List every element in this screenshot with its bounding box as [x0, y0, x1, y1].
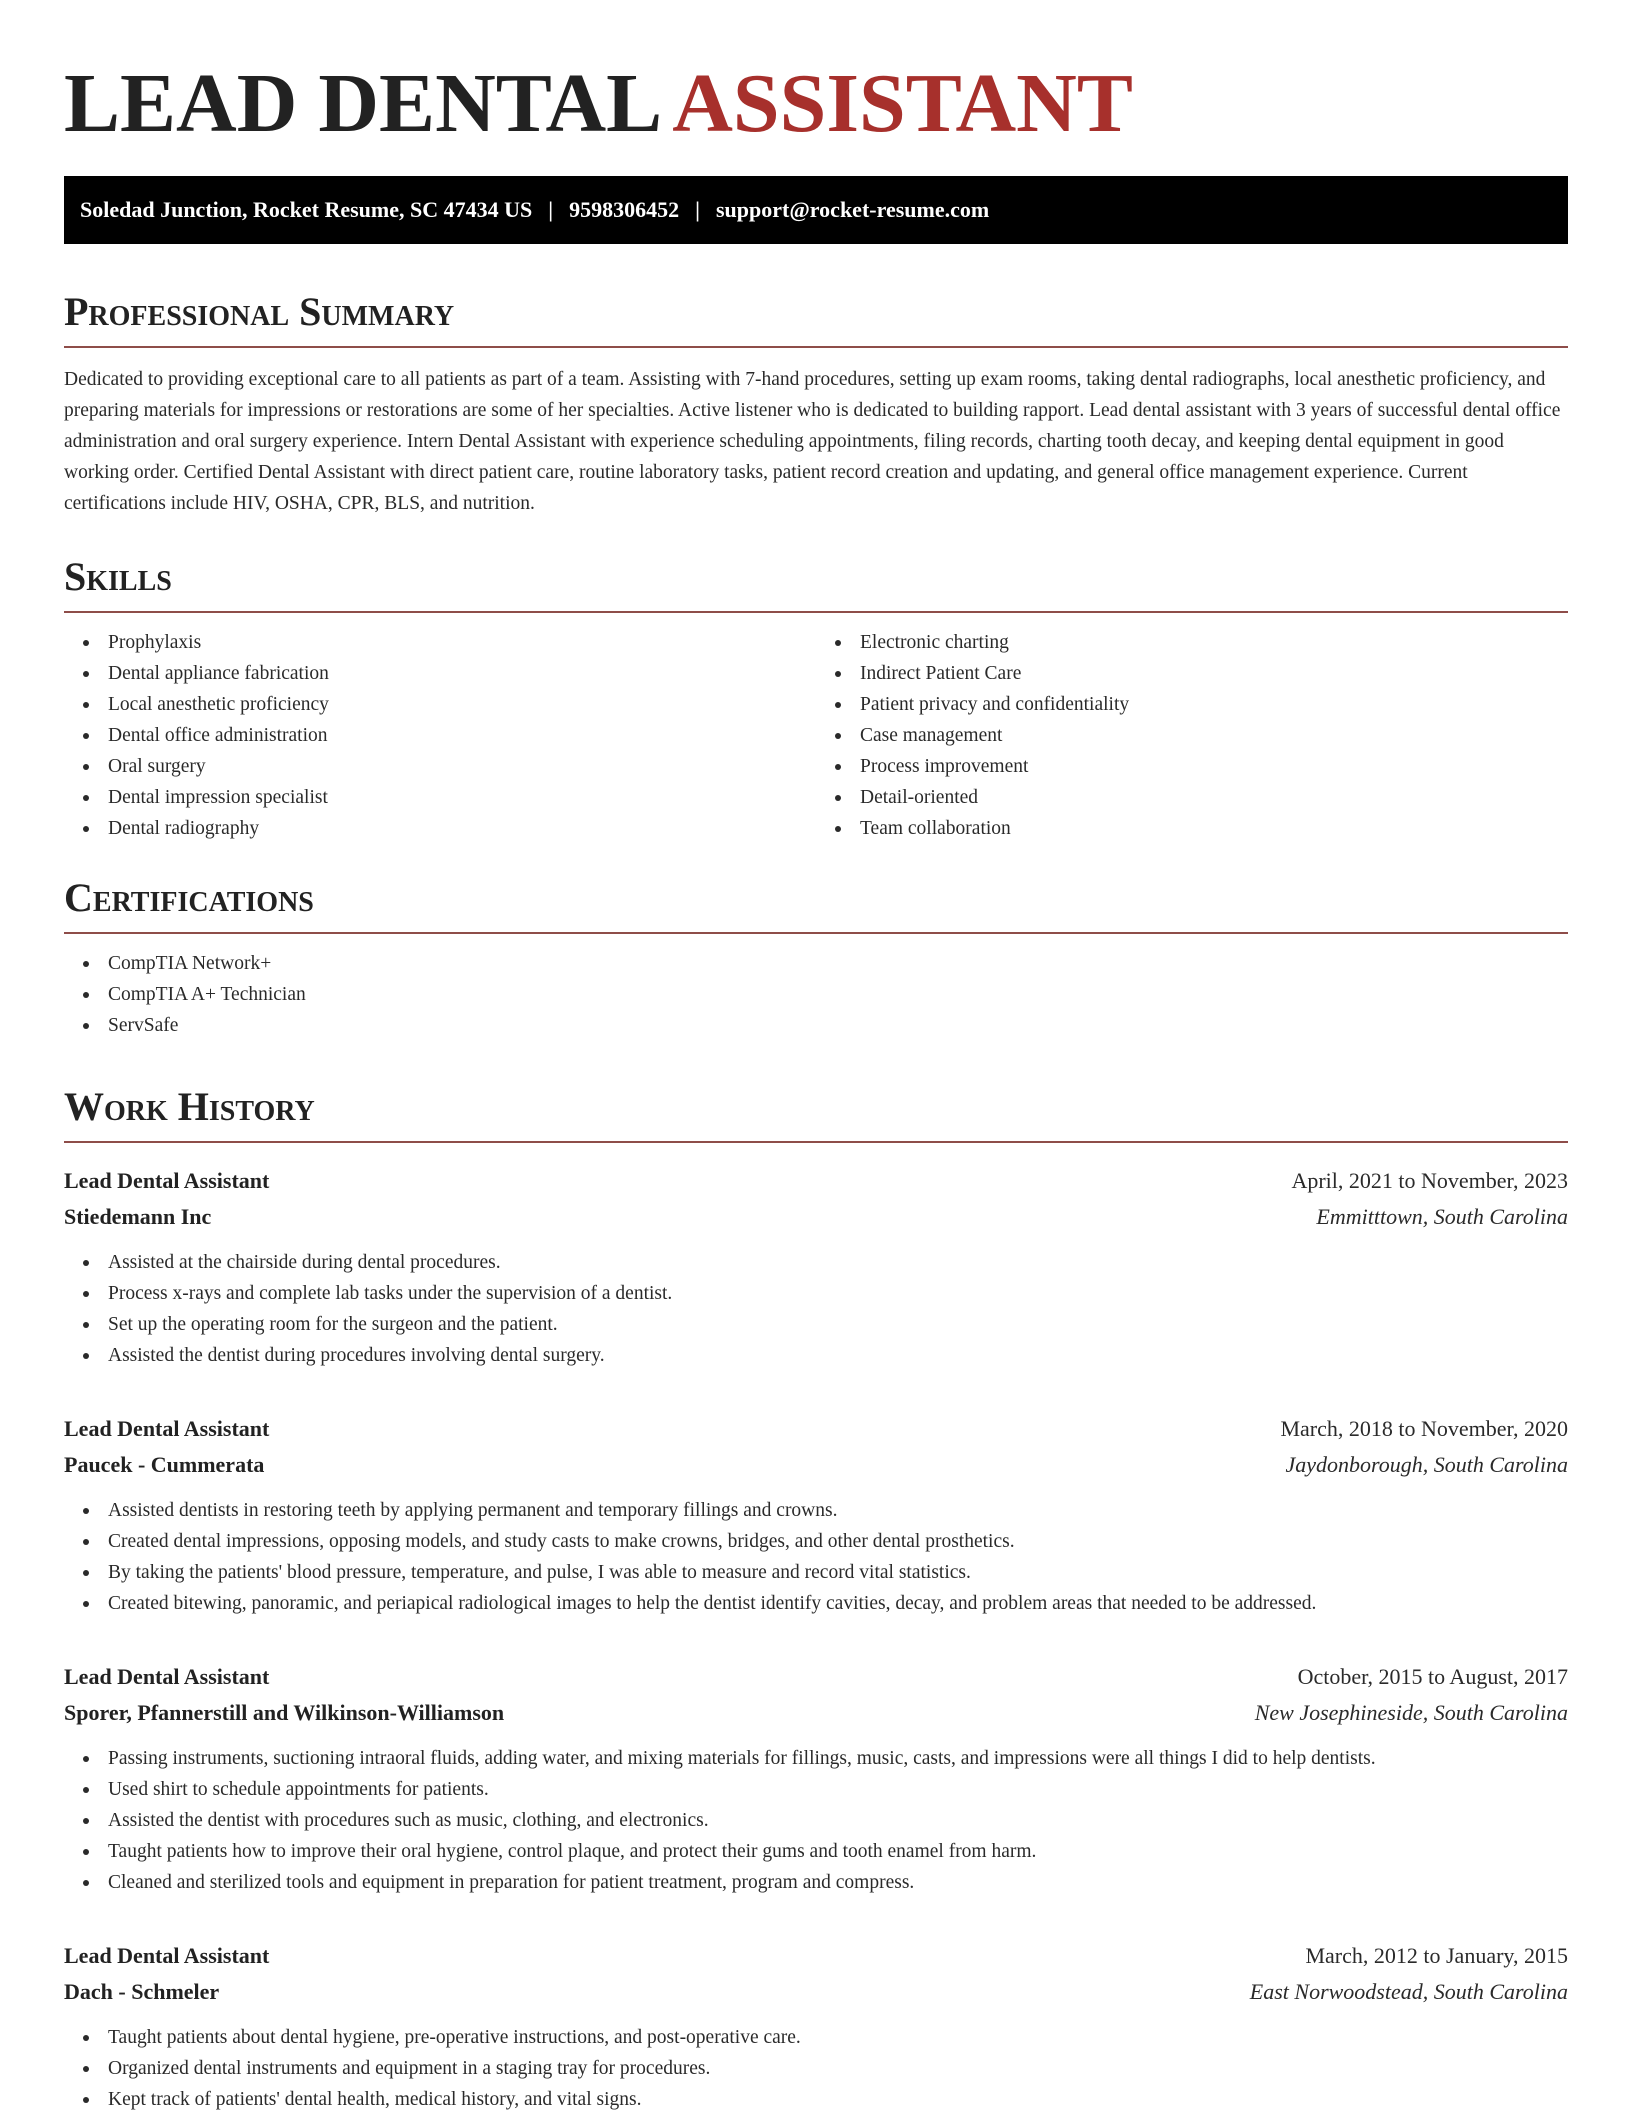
skill-item: Case management	[816, 720, 1568, 751]
skill-item: Dental office administration	[64, 720, 816, 751]
certifications-list	[64, 948, 1568, 1041]
job-entry	[64, 1411, 1568, 1619]
job-duty: Organized dental instruments and equipment in a staging tray for procedures.	[64, 2053, 1568, 2084]
job-dates: October, 2015 to August, 2017	[1297, 1664, 1568, 1689]
section-title-summary: Professional Summary	[64, 286, 1568, 348]
skill-item: Oral surgery	[64, 751, 816, 782]
name-first: LEAD DENTAL	[64, 57, 663, 150]
job-duty: Assisted dentists in restoring teeth by applying permanent and temporary fillings and crowns.	[64, 1495, 1568, 1526]
job-duty: By taking the patients' blood pressure, temperature, and pulse, I was able to measure and record vital statistics.	[64, 1557, 1568, 1588]
job-location: Jaydonborough, South Carolina	[1285, 1452, 1568, 1477]
job-entry	[64, 1659, 1568, 1898]
job-location: New Josephineside, South Carolina	[1254, 1700, 1568, 1725]
job-dates: March, 2018 to November, 2020	[1280, 1416, 1568, 1441]
skill-item: Dental impression specialist	[64, 782, 816, 813]
section-title-skills: Skills	[64, 551, 1568, 613]
certification-item: CompTIA A+ Technician	[64, 979, 1568, 1010]
contact-email: support@rocket-resume.com	[715, 197, 990, 222]
job-company-row	[64, 1974, 1568, 2010]
name-last: ASSISTANT	[672, 57, 1133, 150]
summary-section	[64, 286, 1568, 519]
job-title: Lead Dental Assistant	[64, 1664, 270, 1689]
job-duty: Created bitewing, panoramic, and periapical radiological images to help the dentist identify cavities, decay, and problem areas that needed to be addressed.	[64, 1588, 1568, 1619]
job-header-row	[64, 1938, 1568, 1974]
contact-separator: |	[548, 197, 554, 222]
job-duty: Passing instruments, suctioning intraoral fluids, adding water, and mixing materials for fillings, music, casts, and impressions were all things I did to help dentists.	[64, 1743, 1568, 1774]
job-location: Emmitttown, South Carolina	[1316, 1204, 1568, 1229]
job-duty: Assisted the dentist during procedures involving dental surgery.	[64, 1340, 1568, 1371]
job-dates: March, 2012 to January, 2015	[1305, 1943, 1568, 1968]
job-duties-list	[64, 1247, 1568, 1371]
contact-separator: |	[695, 197, 700, 222]
job-company-row	[64, 1695, 1568, 1731]
section-title-work-history: Work History	[64, 1081, 1568, 1143]
skills-column-left	[64, 627, 816, 844]
job-title: Lead Dental Assistant	[64, 1943, 270, 1968]
skills-list-left	[64, 627, 816, 844]
certifications-section	[64, 872, 1568, 1041]
certification-item: ServSafe	[64, 1010, 1568, 1041]
skills-grid	[64, 627, 1568, 844]
resume-name	[64, 0, 1568, 152]
job-duty: Assisted at the chairside during dental procedures.	[64, 1247, 1568, 1278]
job-duty: Used shirt to schedule appointments for patients.	[64, 1774, 1568, 1805]
job-dates: April, 2021 to November, 2023	[1291, 1168, 1568, 1193]
job-company: Sporer, Pfannerstill and Wilkinson-Williamson	[64, 1700, 505, 1725]
job-duty: Created dental impressions, opposing models, and study casts to make crowns, bridges, and other dental prosthetics.	[64, 1526, 1568, 1557]
work-history-section	[64, 1081, 1568, 2115]
job-duty: Cleaned and sterilized tools and equipment in preparation for patient treatment, program and compress.	[64, 1867, 1568, 1898]
skill-item: Patient privacy and confidentiality	[816, 689, 1568, 720]
certification-item: CompTIA Network+	[64, 948, 1568, 979]
contact-address: Soledad Junction, Rocket Resume, SC 47434 US	[80, 197, 533, 222]
job-company-row	[64, 1199, 1568, 1235]
skills-section	[64, 551, 1568, 844]
job-company: Dach - Schmeler	[64, 1979, 220, 2004]
job-duties-list	[64, 1743, 1568, 1898]
skills-column-right	[816, 627, 1568, 844]
job-duty: Kept track of patients' dental health, medical history, and vital signs.	[64, 2084, 1568, 2115]
job-duties-list	[64, 1495, 1568, 1619]
skill-item: Detail-oriented	[816, 782, 1568, 813]
job-title: Lead Dental Assistant	[64, 1416, 270, 1441]
skill-item: Process improvement	[816, 751, 1568, 782]
section-title-certifications: Certifications	[64, 872, 1568, 934]
summary-text: Dedicated to providing exceptional care to all patients as part of a team. Assisting with 7-hand procedures, setting up exam rooms, taking dental radiographs, local anesthetic proficiency, and preparing materials for impressions or restorations are some of her specialties. Active listener who is dedicated to building rapport. Lead dental assistant with 3 years of successful dental office administration and oral surgery experience. Intern Dental Assistant with experience scheduling appointments, filing records, charting tooth decay, and keeping dental equipment in good working order. Certified Dental Assistant with direct patient care, routine laboratory tasks, patient record creation and updating, and general office management experience. Current certifications include HIV, OSHA, CPR, BLS, and nutrition.	[64, 369, 1561, 514]
contact-phone: 9598306452	[569, 197, 680, 222]
job-duty: Taught patients how to improve their oral hygiene, control plaque, and protect their gums and tooth enamel from harm.	[64, 1836, 1568, 1867]
skill-item: Electronic charting	[816, 627, 1568, 658]
job-duty: Taught patients about dental hygiene, pre-operative instructions, and post-operative care.	[64, 2022, 1568, 2053]
job-company-row	[64, 1447, 1568, 1483]
skill-item: Local anesthetic proficiency	[64, 689, 816, 720]
skill-item: Dental radiography	[64, 813, 816, 844]
job-entry	[64, 1163, 1568, 1371]
job-entry	[64, 1938, 1568, 2115]
job-company: Stiedemann Inc	[64, 1204, 212, 1229]
job-header-row	[64, 1411, 1568, 1447]
job-duty: Set up the operating room for the surgeon and the patient.	[64, 1309, 1568, 1340]
job-company: Paucek - Cummerata	[64, 1452, 265, 1477]
skill-item: Dental appliance fabrication	[64, 658, 816, 689]
skill-item: Team collaboration	[816, 813, 1568, 844]
skill-item: Indirect Patient Care	[816, 658, 1568, 689]
job-location: East Norwoodstead, South Carolina	[1249, 1979, 1568, 2004]
skills-list-right	[816, 627, 1568, 844]
job-duty: Process x-rays and complete lab tasks under the supervision of a dentist.	[64, 1278, 1568, 1309]
job-header-row	[64, 1659, 1568, 1695]
job-title: Lead Dental Assistant	[64, 1168, 270, 1193]
job-duties-list	[64, 2022, 1568, 2115]
contact-bar	[64, 176, 1568, 244]
skill-item: Prophylaxis	[64, 627, 816, 658]
job-duty: Assisted the dentist with procedures such as music, clothing, and electronics.	[64, 1805, 1568, 1836]
job-header-row	[64, 1163, 1568, 1199]
